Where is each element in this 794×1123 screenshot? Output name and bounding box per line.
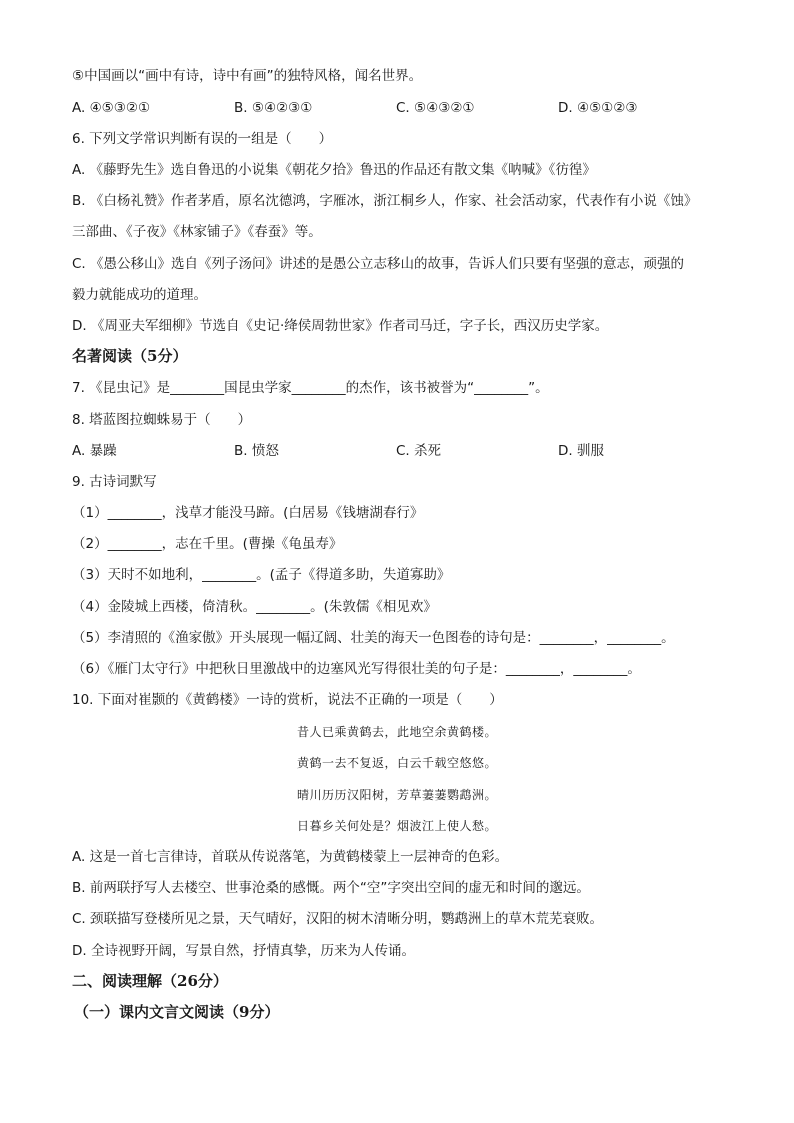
intro-item-5: ⑤中国画以“画中有诗，诗中有画”的独特风格，闻名世界。 [72, 68, 423, 84]
q7: 7. 《昆虫记》是________国昆虫学家________的杰作，该书被誉为“________”。 [72, 380, 549, 396]
q5-options [72, 98, 722, 118]
q8-option-c: C. 杀死 [396, 443, 442, 459]
section-heading-reading: 二、阅读理解（26分） [72, 972, 228, 990]
section-subheading-classical: （一）课内文言文阅读（9分） [74, 1003, 280, 1021]
poem-line-4: 日暮乡关何处是？烟波江上使人愁。 [296, 819, 497, 833]
q6-option-c-line2: 毅力就能成功的道理。 [72, 287, 207, 303]
q8-option-b: B. 愤怒 [234, 443, 279, 459]
q6-option-c-line1: C. 《愚公移山》选自《列子汤问》讲述的是愚公立志移山的故事，告诉人们只要有坚强的意志，顽强的 [72, 256, 685, 272]
q5-option-b: B. ⑤④②③① [234, 100, 313, 116]
q8-options [72, 441, 722, 461]
q6-option-a: A. 《藤野先生》选自鲁迅的小说集《朝花夕拾》鲁迅的作品还有散文集《呐喊》《彷徨》 [72, 162, 596, 178]
q9-item-1: （1）________，浅草才能没马蹄。(白居易《钱塘湖春行》 [72, 505, 424, 521]
q10-option-a: A. 这是一首七言律诗，首联从传说落笔，为黄鹤楼蒙上一层神奇的色彩。 [72, 849, 509, 865]
q9-item-6: （6）《雁门太守行》中把秋日里激战中的边塞风光写得很壮美的句子是：________，________。 [72, 661, 641, 677]
q9-stem: 9. 古诗词默写 [72, 474, 157, 490]
poem-line-2: 黄鹤一去不复返，白云千载空悠悠。 [296, 756, 497, 770]
q9-item-2: （2）________，志在千里。(曹操《龟虽寿》 [72, 536, 343, 552]
q6-option-b-line1: B. 《白杨礼赞》作者茅盾，原名沈德鸿，字雁冰，浙江桐乡人，作家、社会活动家，代表作有小说《蚀》 [72, 193, 698, 209]
q10-option-b: B. 前两联抒写人去楼空、世事沧桑的感慨。两个“空”字突出空间的虚无和时间的邈远。 [72, 880, 590, 896]
q10-stem: 10. 下面对崔颢的《黄鹤楼》一诗的赏析，说法不正确的一项是（ ） [72, 692, 503, 708]
q6-option-d: D. 《周亚夫军细柳》节选自《史记·绛侯周勃世家》作者司马迁，字子长，西汉历史学家。 [72, 318, 609, 334]
q8-option-a: A. 暴躁 [72, 443, 117, 459]
q5-option-c: C. ⑤④③②① [396, 100, 475, 116]
q8-option-d: D. 驯服 [558, 443, 604, 459]
q9-item-5: （5）李清照的《渔家傲》开头展现一幅辽阔、壮美的海天一色图卷的诗句是：________，________。 [72, 630, 675, 646]
q5-option-a: A. ④⑤③②① [72, 100, 151, 116]
q10-option-c: C. 颈联描写登楼所见之景，天气晴好，汉阳的树木清晰分明，鹦鹉洲上的草木荒芜衰败。 [72, 911, 604, 927]
q6-stem: 6. 下列文学常识判断有误的一组是（ ） [72, 131, 333, 147]
q6-option-b-line2: 三部曲、《子夜》《林家铺子》《春蚕》等。 [72, 224, 322, 240]
poem-line-1: 昔人已乘黄鹤去，此地空余黄鹤楼。 [296, 725, 497, 739]
q5-option-d: D. ④⑤①②③ [558, 100, 638, 116]
q9-item-4: （4）金陵城上西楼，倚清秋。________。(朱敦儒《相见欢》 [72, 599, 437, 615]
q9-item-3: （3）天时不如地利，________。(孟子《得道多助，失道寡助》 [72, 567, 451, 583]
poem-line-3: 晴川历历汉阳树，芳草萋萋鹦鹉洲。 [296, 788, 497, 802]
q10-option-d: D. 全诗视野开阔，写景自然，抒情真挚，历来为人传诵。 [72, 943, 415, 959]
q8-stem: 8. 塔蓝图拉蜘蛛易于（ ） [72, 412, 252, 428]
section-heading-mingzhu: 名著阅读（5分） [72, 347, 188, 365]
